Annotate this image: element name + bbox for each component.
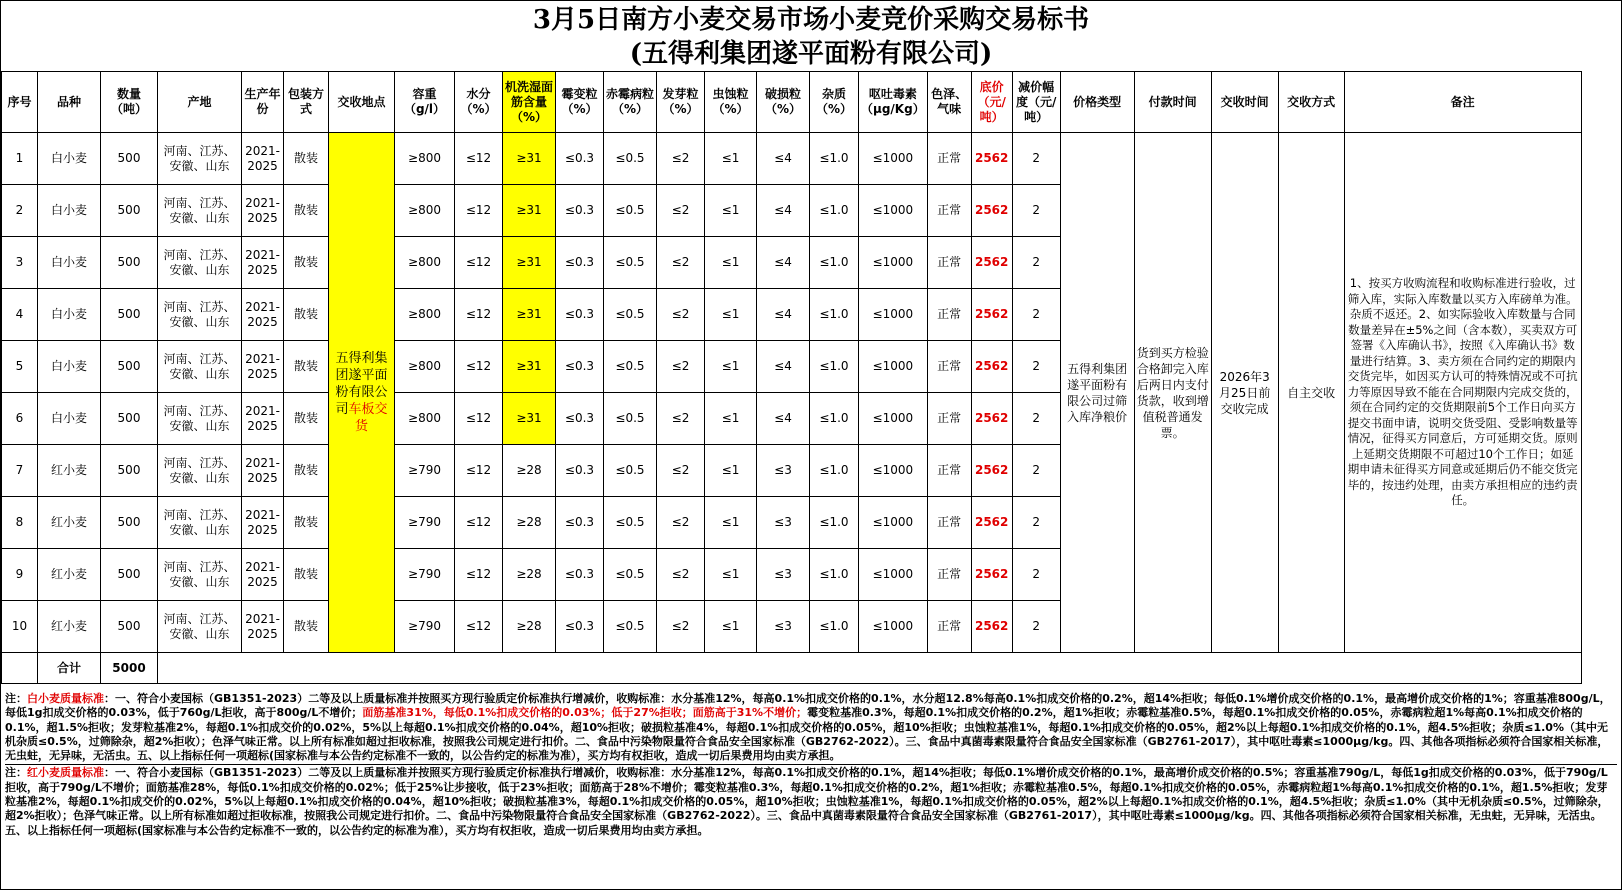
cell-sprout: ≤2: [657, 185, 705, 237]
cell-sprout: ≤2: [657, 289, 705, 341]
cell-pack: 散装: [284, 185, 329, 237]
cell-broken: ≤4: [757, 289, 810, 341]
header-impurity: 杂质（%）: [810, 72, 859, 133]
cell-gluten: ≥31: [503, 237, 556, 289]
cell-broken: ≤3: [757, 549, 810, 601]
header-moisture: 水分（%）: [455, 72, 503, 133]
cell-broken: ≤4: [757, 341, 810, 393]
cell-color: 正常: [927, 289, 971, 341]
header-density: 容重（g/l）: [395, 72, 455, 133]
cell-qty: 500: [101, 237, 158, 289]
cell-impurity: ≤1.0: [810, 601, 859, 653]
table-row: [2, 133, 1582, 185]
cell-broken: ≤3: [757, 601, 810, 653]
cell-origin: 河南、江苏、安徽、山东: [158, 133, 242, 185]
header-gluten: 机洗湿面筋含量（%）: [503, 72, 556, 133]
cell-price: 2562: [971, 133, 1012, 185]
cell-step: 2: [1012, 289, 1060, 341]
cell-gluten: ≥28: [503, 497, 556, 549]
cell-year: 2021-2025: [242, 237, 284, 289]
cell-variety: 白小麦: [38, 393, 101, 445]
cell-sprout: ≤2: [657, 549, 705, 601]
cell-no: 8: [2, 497, 38, 549]
cell-variety: 白小麦: [38, 133, 101, 185]
cell-density: ≥800: [395, 341, 455, 393]
cell-no: 2: [2, 185, 38, 237]
cell-origin: 河南、江苏、安徽、山东: [158, 341, 242, 393]
cell-mildew: ≤0.3: [556, 549, 604, 601]
red-wheat-text: ：一、符合小麦国标（GB1351-2023）二等及以上质量标准并按照买方现行验质定价标准执行增减价，收购标准：水分基准12%，每高0.1%扣成交价格的0.1%，超14%拒收；每低0.1%增价成交价格的0.1%，最高增价成交价格的0.5%；容重基准790g/L，每低1g扣成交价格的0.03%，低于790g/L拒收，高于790g/L不增价；面筋基准28%，每低0.1%扣成交价格的0.02%；低于25%让步接收，低于23%拒收；面筋高于28%不增价；霉变粒基准0.3%，每超0.1%扣成交价格的0.2%，超1%拒收；赤霉粒基准0.5%，每超0.1%扣成交价格的0.05%，赤霉病粒超1%每高0.1%扣成交价格的0.1%，超1.5%拒收；发芽粒基准2%，每超0.1%扣成交价的0.02%，5%以上每超0.1%扣成交价格的0.04%，超10%拒收；破损粒基准3%，每超0.1%扣成交价格的0.05%，超10%拒收；虫蚀粒基准1%，每超0.1%扣成交价格的0.05%，超2%以上每超0.1%扣成交价格的0.1%，超4.5%拒收；杂质≤1.0%（其中无机杂质≤0.5%，过筛除杂，超2%拒收）；色泽气味正常。以上所有标准如超过拒收标准，按照我公司规定进行扣价。二、食品中污染物限量符合食品安全国家标准（GB2762-2022）。三、食品中真菌毒素限量符合食品安全国家标准（GB2761-2017），其中呕吐毒素≤1000μg/kg。四、其他各项指标必须符合国家相关标准，无虫蛀，无异味，无活虫。五、以上指标任何一项超标(国家标准与本公告约定标准不一致的，以公告约定的标准为准），买方均有权拒收，造成一切后果费用均由卖方承担。: [5, 766, 1609, 837]
cell-gluten: ≥31: [503, 185, 556, 237]
cell-qty: 500: [101, 393, 158, 445]
cell-qty: 500: [101, 445, 158, 497]
cell-don: ≤1000: [859, 601, 928, 653]
cell-mildew: ≤0.3: [556, 341, 604, 393]
tender-table: [1, 71, 1582, 684]
cell-density: ≥790: [395, 445, 455, 497]
cell-broken: ≤3: [757, 497, 810, 549]
header-row: [2, 72, 1582, 133]
cell-year: 2021-2025: [242, 289, 284, 341]
cell-density: ≥800: [395, 237, 455, 289]
cell-sprout: ≤2: [657, 133, 705, 185]
cell-variety: 红小麦: [38, 549, 101, 601]
header-deliverytime: 交收时间: [1211, 72, 1278, 133]
cell-impurity: ≤1.0: [810, 237, 859, 289]
cell-scab: ≤0.5: [604, 289, 657, 341]
cell-color: 正常: [927, 601, 971, 653]
cell-impurity: ≤1.0: [810, 341, 859, 393]
cell-gluten: ≥31: [503, 393, 556, 445]
cell-insect: ≤1: [705, 185, 757, 237]
cell-mildew: ≤0.3: [556, 445, 604, 497]
cell-delivery-time: 2026年3月25日前交收完成: [1211, 133, 1278, 653]
white-wheat-text-2: 霉变粒基准0.3%，每超0.1%扣成交价格的0.2%，超1%拒收；赤霉粒基准0.5%，每超0.1%扣成交价格的0.05%，赤霉病粒超1%每高0.1%扣成交价格的0.1%，超1.5%拒收；发芽粒基准2%，每超0.1%扣成交价的0.02%，5%以上每超0.1%扣成交价格的0.04%，超10%拒收；破损粒基准4%，每超0.1%扣成交价格的0.05%，超10%拒收；虫蚀粒基准1%，每超0.1%扣成交价格的0.05%，超2%以上每超0.1%扣成交价格的0.1%，超4.5%拒收；杂质≤1.0%（其中无机杂质≤0.5%，过筛除杂，超2%拒收）；色泽气味正常。以上所有标准如超过拒收标准，按照我公司规定进行扣价。二、食品中污染物限量符合食品安全国家标准（GB2762-2022）。三、食品中真菌毒素限量符合食品安全国家标准（GB2761-2017），其中呕吐毒素≤1000μg/kg。四、其他各项指标必须符合国家相关标准，无虫蛀，无异味，无活虫。五、以上指标任何一项超标(国家标准与本公告约定标准不一致的，以公告约定的标准为准），买方均有权拒收，造成一切后果费用均由卖方承担。: [5, 706, 1609, 763]
cell-scab: ≤0.5: [604, 237, 657, 289]
white-wheat-label: 白小麦质量标准: [27, 692, 104, 705]
cell-price: 2562: [971, 549, 1012, 601]
cell-mildew: ≤0.3: [556, 289, 604, 341]
cell-don: ≤1000: [859, 549, 928, 601]
total-row: [2, 653, 1582, 684]
cell-moisture: ≤12: [455, 445, 503, 497]
cell-price: 2562: [971, 237, 1012, 289]
cell-year: 2021-2025: [242, 341, 284, 393]
cell-scab: ≤0.5: [604, 601, 657, 653]
cell-mildew: ≤0.3: [556, 237, 604, 289]
cell-variety: 红小麦: [38, 445, 101, 497]
cell-step: 2: [1012, 393, 1060, 445]
cell-color: 正常: [927, 497, 971, 549]
cell-impurity: ≤1.0: [810, 497, 859, 549]
header-qty: 数量（吨）: [101, 72, 158, 133]
cell-variety: 白小麦: [38, 237, 101, 289]
cell-scab: ≤0.5: [604, 133, 657, 185]
cell-gluten: ≥31: [503, 341, 556, 393]
cell-broken: ≤4: [757, 237, 810, 289]
header-paytime: 付款时间: [1134, 72, 1211, 133]
cell-no: 9: [2, 549, 38, 601]
cell-price: 2562: [971, 341, 1012, 393]
white-wheat-note: [5, 691, 1617, 765]
cell-don: ≤1000: [859, 393, 928, 445]
cell-origin: 河南、江苏、安徽、山东: [158, 445, 242, 497]
cell-moisture: ≤12: [455, 497, 503, 549]
cell-scab: ≤0.5: [604, 185, 657, 237]
cell-sprout: ≤2: [657, 393, 705, 445]
cell-year: 2021-2025: [242, 497, 284, 549]
note-prefix: 注：: [5, 766, 27, 780]
cell-insect: ≤1: [705, 341, 757, 393]
header-color: 色泽、气味: [927, 72, 971, 133]
header-variety: 品种: [38, 72, 101, 133]
cell-pack: 散装: [284, 393, 329, 445]
cell-moisture: ≤12: [455, 237, 503, 289]
header-pricetype: 价格类型: [1060, 72, 1134, 133]
cell-moisture: ≤12: [455, 289, 503, 341]
cell-color: 正常: [927, 445, 971, 497]
cell-mildew: ≤0.3: [556, 393, 604, 445]
cell-sprout: ≤2: [657, 341, 705, 393]
cell-density: ≥800: [395, 185, 455, 237]
total-empty: [2, 653, 38, 684]
header-deliverymode: 交收方式: [1278, 72, 1344, 133]
cell-step: 2: [1012, 133, 1060, 185]
cell-price: 2562: [971, 497, 1012, 549]
cell-scab: ≤0.5: [604, 341, 657, 393]
cell-impurity: ≤1.0: [810, 289, 859, 341]
cell-don: ≤1000: [859, 185, 928, 237]
cell-no: 1: [2, 133, 38, 185]
cell-moisture: ≤12: [455, 601, 503, 653]
white-wheat-text-1: ：一、符合小麦国标（GB1351-2023）二等及以上质量标准并按照买方现行验质定价标准执行增减价，收购标准：水分基准12%，每高0.1%扣成交价格的0.1%，水分超12.8%每高0.1%扣成交价格的0.2%，超14%拒收；每低0.1%增价成交价格的0.1%，最高增价成交价格的1%；容重基准800g/L，每低1g扣成交价格的0.03%，低于760g/L拒收，高于800g/L不增价；: [5, 692, 1611, 720]
cell-pack: 散装: [284, 289, 329, 341]
cell-insect: ≤1: [705, 497, 757, 549]
header-year: 生产年份: [242, 72, 284, 133]
cell-price: 2562: [971, 601, 1012, 653]
cell-price: 2562: [971, 445, 1012, 497]
cell-insect: ≤1: [705, 549, 757, 601]
cell-price: 2562: [971, 185, 1012, 237]
cell-origin: 河南、江苏、安徽、山东: [158, 601, 242, 653]
cell-qty: 500: [101, 289, 158, 341]
cell-density: ≥790: [395, 601, 455, 653]
cell-density: ≥800: [395, 133, 455, 185]
cell-pack: 散装: [284, 601, 329, 653]
red-wheat-label: 红小麦质量标准: [27, 766, 104, 780]
cell-year: 2021-2025: [242, 185, 284, 237]
cell-don: ≤1000: [859, 341, 928, 393]
cell-no: 10: [2, 601, 38, 653]
cell-insect: ≤1: [705, 133, 757, 185]
cell-impurity: ≤1.0: [810, 445, 859, 497]
cell-no: 5: [2, 341, 38, 393]
cell-year: 2021-2025: [242, 393, 284, 445]
cell-pack: 散装: [284, 497, 329, 549]
header-no: 序号: [2, 72, 38, 133]
cell-gluten: ≥31: [503, 289, 556, 341]
header-remark: 备注: [1344, 72, 1581, 133]
cell-moisture: ≤12: [455, 133, 503, 185]
cell-qty: 500: [101, 497, 158, 549]
cell-origin: 河南、江苏、安徽、山东: [158, 549, 242, 601]
note-prefix: 注：: [5, 692, 27, 705]
cell-broken: ≤3: [757, 445, 810, 497]
cell-moisture: ≤12: [455, 393, 503, 445]
cell-step: 2: [1012, 341, 1060, 393]
cell-impurity: ≤1.0: [810, 549, 859, 601]
cell-insect: ≤1: [705, 445, 757, 497]
header-price: 底价（元/吨）: [971, 72, 1012, 133]
header-mildew: 霉变粒（%）: [556, 72, 604, 133]
cell-step: 2: [1012, 601, 1060, 653]
cell-color: 正常: [927, 549, 971, 601]
cell-step: 2: [1012, 549, 1060, 601]
cell-pack: 散装: [284, 237, 329, 289]
cell-step: 2: [1012, 237, 1060, 289]
cell-delivery-mode: 自主交收: [1278, 133, 1344, 653]
cell-year: 2021-2025: [242, 601, 284, 653]
cell-insect: ≤1: [705, 393, 757, 445]
cell-pack: 散装: [284, 549, 329, 601]
cell-step: 2: [1012, 497, 1060, 549]
cell-color: 正常: [927, 341, 971, 393]
cell-scab: ≤0.5: [604, 549, 657, 601]
cell-mildew: ≤0.3: [556, 133, 604, 185]
cell-price: 2562: [971, 289, 1012, 341]
cell-origin: 河南、江苏、安徽、山东: [158, 237, 242, 289]
cell-variety: 红小麦: [38, 497, 101, 549]
cell-remark: 1、按买方收购流程和收购标准进行验收，过筛入库，实际入库数量以买方入库磅单为准。杂质不返还。2、如实际验收入库数量与合同数量差异在±5%之间（含本数），买卖双方可签署《入库确认书》，按照《入库确认书》数量进行结算。3、卖方须在合同约定的期限内交货完毕，如因买方认可的特殊情况或不可抗力等原因导致不能在合同期限内完成交货的，须在合同约定的交货期限前5个工作日向买方提交书面申请，说明交货受阻、受影响数量等情况，征得买方同意后，方可延期交货。原则上延期交货期限不可超过10个工作日；如延期申请未征得买方同意或延期后仍不能交货完毕的，按违约处理，由卖方承担相应的违约责任。: [1344, 133, 1581, 653]
header-scab: 赤霉病粒（%）: [604, 72, 657, 133]
cell-sprout: ≤2: [657, 497, 705, 549]
cell-impurity: ≤1.0: [810, 185, 859, 237]
header-don: 呕吐毒素（μg/Kg）: [859, 72, 928, 133]
title-line-1: 3月5日南方小麦交易市场小麦竞价采购交易标书: [532, 5, 1090, 35]
cell-don: ≤1000: [859, 445, 928, 497]
total-qty: 5000: [101, 653, 158, 684]
cell-color: 正常: [927, 237, 971, 289]
cell-variety: 白小麦: [38, 341, 101, 393]
cell-mildew: ≤0.3: [556, 497, 604, 549]
cell-density: ≥790: [395, 549, 455, 601]
cell-don: ≤1000: [859, 289, 928, 341]
cell-scab: ≤0.5: [604, 497, 657, 549]
cell-impurity: ≤1.0: [810, 393, 859, 445]
cell-no: 7: [2, 445, 38, 497]
cell-impurity: ≤1.0: [810, 133, 859, 185]
cell-no: 4: [2, 289, 38, 341]
cell-insect: ≤1: [705, 601, 757, 653]
cell-no: 3: [2, 237, 38, 289]
white-wheat-gluten-rule: 面筋基准31%，每低0.1%扣成交价格的0.03%；低于27%拒收；面筋高于31%不增价；: [362, 706, 808, 720]
cell-sprout: ≤2: [657, 237, 705, 289]
cell-don: ≤1000: [859, 133, 928, 185]
cell-origin: 河南、江苏、安徽、山东: [158, 393, 242, 445]
cell-no: 6: [2, 393, 38, 445]
header-step: 减价幅度（元/吨）: [1012, 72, 1060, 133]
cell-density: ≥800: [395, 289, 455, 341]
cell-qty: 500: [101, 133, 158, 185]
cell-year: 2021-2025: [242, 445, 284, 497]
total-filler: [158, 653, 1582, 684]
cell-pay-time: 货到买方检验合格卸完入库后两日内支付货款，收到增值税普通发票。: [1134, 133, 1211, 653]
cell-step: 2: [1012, 185, 1060, 237]
title-line-2: (五得利集团遂平面粉有限公司): [629, 39, 993, 69]
cell-pack: 散装: [284, 133, 329, 185]
cell-density: ≥790: [395, 497, 455, 549]
header-broken: 破损粒（%）: [757, 72, 810, 133]
cell-moisture: ≤12: [455, 341, 503, 393]
cell-pack: 散装: [284, 341, 329, 393]
cell-mildew: ≤0.3: [556, 601, 604, 653]
cell-color: 正常: [927, 185, 971, 237]
cell-broken: ≤4: [757, 185, 810, 237]
cell-moisture: ≤12: [455, 549, 503, 601]
cell-price-type: 五得利集团遂平面粉有限公司过筛入库净粮价: [1060, 133, 1134, 653]
cell-step: 2: [1012, 445, 1060, 497]
cell-color: 正常: [927, 393, 971, 445]
cell-gluten: ≥28: [503, 549, 556, 601]
cell-variety: 白小麦: [38, 289, 101, 341]
cell-scab: ≤0.5: [604, 445, 657, 497]
document-title: [1, 1, 1621, 71]
cell-scab: ≤0.5: [604, 393, 657, 445]
cell-color: 正常: [927, 133, 971, 185]
cell-delivery-place: [329, 133, 395, 653]
cell-broken: ≤4: [757, 133, 810, 185]
total-label: 合计: [38, 653, 101, 684]
cell-gluten: ≥28: [503, 445, 556, 497]
cell-moisture: ≤12: [455, 185, 503, 237]
cell-density: ≥800: [395, 393, 455, 445]
header-insect: 虫蚀粒（%）: [705, 72, 757, 133]
header-pack: 包装方式: [284, 72, 329, 133]
cell-qty: 500: [101, 601, 158, 653]
cell-qty: 500: [101, 185, 158, 237]
cell-mildew: ≤0.3: [556, 185, 604, 237]
quality-notes: [1, 691, 1621, 839]
cell-insect: ≤1: [705, 237, 757, 289]
cell-sprout: ≤2: [657, 601, 705, 653]
cell-don: ≤1000: [859, 237, 928, 289]
header-origin: 产地: [158, 72, 242, 133]
delivery-place-mode: 车板交货: [348, 402, 388, 434]
cell-price: 2562: [971, 393, 1012, 445]
cell-origin: 河南、江苏、安徽、山东: [158, 497, 242, 549]
cell-sprout: ≤2: [657, 445, 705, 497]
cell-don: ≤1000: [859, 497, 928, 549]
header-place: 交收地点: [329, 72, 395, 133]
cell-pack: 散装: [284, 445, 329, 497]
cell-variety: 白小麦: [38, 185, 101, 237]
header-sprout: 发芽粒（%）: [657, 72, 705, 133]
delivery-place-company: 五得利集团遂平面粉有限公司: [335, 351, 388, 417]
cell-gluten: ≥31: [503, 133, 556, 185]
cell-broken: ≤4: [757, 393, 810, 445]
cell-origin: 河南、江苏、安徽、山东: [158, 185, 242, 237]
cell-qty: 500: [101, 341, 158, 393]
cell-year: 2021-2025: [242, 549, 284, 601]
cell-gluten: ≥28: [503, 601, 556, 653]
red-wheat-note: [5, 765, 1617, 838]
cell-year: 2021-2025: [242, 133, 284, 185]
cell-origin: 河南、江苏、安徽、山东: [158, 289, 242, 341]
cell-qty: 500: [101, 549, 158, 601]
cell-variety: 红小麦: [38, 601, 101, 653]
cell-insect: ≤1: [705, 289, 757, 341]
